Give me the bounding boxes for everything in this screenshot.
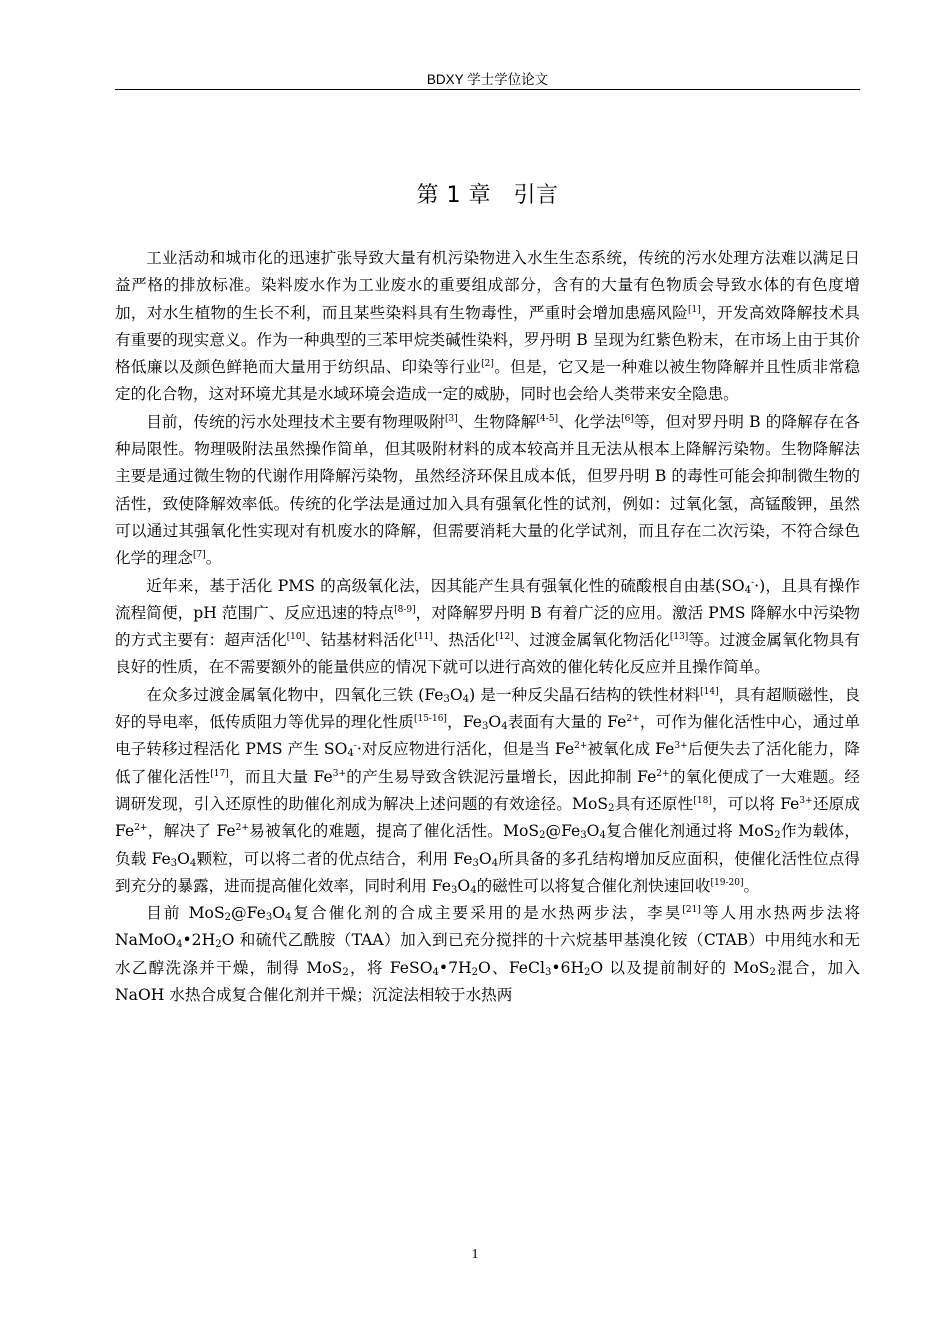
citation-superscript: 3+ (674, 741, 688, 752)
text-run: ，而且大量 Fe (228, 767, 333, 786)
text-run: ，对降解罗丹明 B 有着广泛的应用。激活 PMS 降解水中污染物的方式主要有：超声活化 (115, 603, 860, 650)
text-run: ·)，且具有操作流程简便，pH 范围广、反应迅速的特点 (115, 576, 860, 622)
chemical-subscript: 2 (224, 912, 232, 924)
text-run: ，可作为催化活性中心，通过单电子转移过程活化 PMS 产生 SO (115, 713, 860, 759)
chemical-subscript: 4 (744, 584, 752, 596)
text-run: 、钴基材料活化 (305, 631, 415, 650)
page-number: 1 (471, 1247, 479, 1262)
citation-superscript: [4-5] (536, 413, 559, 424)
chemical-subscript: 4 (501, 721, 508, 733)
chemical-subscript: 4 (462, 693, 470, 705)
citation-superscript: [18] (693, 795, 712, 806)
chemical-subscript: 2 (584, 966, 591, 978)
text-run: 复合催化剂通过将 MoS (605, 822, 775, 841)
text-run: •6H (551, 958, 585, 977)
citation-superscript: 2+ (134, 823, 148, 834)
text-run: ，Fe (446, 713, 483, 732)
text-run: 复合催化剂的合成主要采用的是水热两步法，李昊 (291, 904, 683, 923)
text-run: 作为载体，负载 Fe (115, 822, 860, 868)
text-run: •7H (438, 958, 472, 977)
citation-superscript: [13] (669, 632, 689, 643)
text-run: 混合，加入 NaOH 水热合成复合催化剂并干燥；沉淀法相较于水热两 (115, 958, 860, 1005)
chemical-subscript: 3 (544, 966, 552, 978)
text-run: 工业活动和城市化的迅速扩张导致大量有机污染物进入水生生态系统，传统的污水处理方法难以满足日益严格的排放标准。染料废水作为工业废水的重要组成部分，含有的大量有色物质会导致水体的有色度增加，对水生植物的生长不利，而且某些染料具有生物毒性，严重时会增加患癌风险 (115, 249, 860, 322)
text-run: O (457, 876, 471, 895)
text-run: O 和硫代乙酰胺（TAA）加入到已充分搅拌的十六烷基甲基溴化铵（CTAB）中用纯水和无水乙醇洗涤并干燥，制得 MoS (115, 931, 860, 977)
chemical-subscript: 3 (482, 721, 489, 733)
citation-superscript: 2+ (235, 823, 249, 834)
text-run: 。但是，它又是一种难以被生物降解并且性质非常稳定的化合物，这对环境尤其是水域环境会造成一定的威胁，同时也会给人类带来安全隐患。 (115, 358, 860, 404)
text-run: 颗粒，可以将二者的优点结合，利用 Fe (196, 849, 473, 868)
chemical-subscript: 2 (539, 830, 546, 842)
chemical-subscript: 4 (470, 884, 477, 896)
text-run: O、FeCl (477, 958, 545, 977)
chemical-subscript: 3 (265, 912, 273, 924)
citation-superscript: [1] (688, 304, 701, 315)
body-text (115, 245, 860, 1009)
text-run: O (449, 685, 463, 704)
text-run: O 以及提前制好的 MoS (590, 958, 770, 977)
citation-superscript: [3] (445, 413, 458, 424)
citation-superscript: 2+ (574, 741, 588, 752)
chemical-subscript: 2 (769, 966, 776, 978)
chemical-subscript: 2 (215, 939, 222, 951)
citation-superscript: - (353, 741, 357, 752)
text-run: 的产生易导致含铁泥污量增长，因此抑制 Fe (346, 767, 657, 786)
paragraph (115, 682, 860, 900)
chemical-subscript: 4 (491, 857, 499, 869)
text-run: 还原成 Fe (115, 794, 860, 841)
chemical-subscript: 3 (443, 693, 450, 705)
citation-superscript: [19-20] (710, 877, 744, 888)
running-header: BDXY 学士学位论文 (426, 72, 549, 87)
chemical-subscript: 3 (170, 857, 178, 869)
text-run: 目前，传统的污水处理技术主要有物理吸附 (146, 412, 446, 431)
text-run: 后便失去了活化能力，降低了催化活性 (115, 740, 860, 786)
citation-superscript: [12] (495, 632, 514, 643)
text-run: O (272, 904, 285, 923)
text-run: O (177, 849, 190, 868)
text-run: O (478, 849, 492, 868)
text-run: •2H (182, 931, 216, 950)
chemical-subscript: 4 (189, 857, 197, 869)
header-rule (115, 89, 860, 90)
text-run: O (488, 713, 502, 732)
text-run: 在众多过渡金属氧化物中，四氧化三铁 (Fe (146, 685, 444, 704)
citation-superscript: [2] (481, 359, 494, 370)
chemical-subscript: 4 (432, 966, 439, 978)
citation-superscript: [10] (286, 632, 306, 643)
text-run: 易被氧化的难题，提高了催化活性。MoS (248, 822, 540, 841)
text-run: 、化学法 (558, 412, 622, 431)
text-run: 被氧化成 Fe (587, 740, 675, 759)
text-run: ·对反应物进行活化，但是当 Fe (356, 740, 575, 759)
text-run: ，解决了 Fe (147, 822, 236, 841)
citation-superscript: 3+ (799, 795, 813, 806)
citation-superscript: 2+ (656, 768, 670, 779)
text-run: 、过渡金属氧化物活化 (513, 631, 670, 650)
text-run: 。 (205, 549, 222, 568)
text-run: 的磁性可以将复合催化剂快速回收 (476, 876, 711, 895)
citation-superscript: [11] (414, 632, 433, 643)
text-run: 的氧化便成了一大难题。经调研发现，引入还原性的助催化剂成为解决上述问题的有效途径。MoS (115, 767, 860, 813)
text-run: 、热活化 (432, 631, 496, 650)
citation-superscript: [21] (682, 905, 701, 916)
text-run: 近年来，基于活化 PMS 的高级氧化法，因其能产生具有强氧化性的硫酸根自由基(SO (146, 576, 745, 595)
text-run: 表面有大量的 Fe (507, 713, 627, 732)
chemical-subscript: 4 (176, 939, 183, 951)
chemical-subscript: 3 (580, 830, 587, 842)
text-run: 、生物降解 (457, 412, 537, 431)
text-run: 等人用水热两步法将 NaMoO (115, 904, 860, 950)
citation-superscript: [7] (192, 550, 206, 561)
paragraph (115, 245, 860, 409)
citation-superscript: [15-16] (413, 714, 447, 725)
chapter-title: 第 1 章 引言 (416, 183, 559, 208)
citation-superscript: [17] (210, 768, 229, 779)
chemical-subscript: 3 (472, 857, 479, 869)
text-run: 所具备的多孔结构增加反应面积，使催化活性位点得到充分的暴露，进而提高催化效率，同时利用 Fe (115, 849, 860, 895)
text-run: 。 (743, 876, 760, 895)
text-run: O (586, 822, 600, 841)
paragraph (115, 409, 860, 573)
text-run: 具有还原性 (614, 794, 694, 813)
chemical-subscript: 4 (347, 748, 354, 760)
chemical-subscript: 2 (608, 802, 615, 814)
paragraph (115, 900, 860, 1009)
text-run: @Fe (545, 822, 581, 841)
chemical-subscript: 2 (342, 966, 349, 978)
text-run: 等。过渡金属氧化物具有良好的性质，在不需要额外的能量供应的情况下就可以进行高效的催化转化反应并且操作简单。 (115, 631, 860, 677)
chemical-subscript: 3 (451, 884, 458, 896)
text-run: 目前 MoS (146, 904, 225, 923)
paragraph (115, 573, 860, 682)
text-run: @Fe (231, 904, 266, 923)
text-run: ，开发高效降解技术具有重要的现实意义。作为一种典型的三苯甲烷类碱性染料，罗丹明 B 呈现为红紫色粉末，在市场上由于其价格低廉以及颜色鲜艳而大量用于纺织品、印染等行业 (115, 303, 860, 377)
text-run: ，将 FeSO (348, 958, 433, 977)
citation-superscript: - (751, 577, 755, 588)
citation-superscript: [8-9] (394, 604, 416, 615)
text-run: ，可以将 Fe (711, 794, 800, 813)
text-run: ) 是一种反尖晶石结构的铁性材料 (469, 685, 701, 704)
chemical-subscript: 2 (774, 830, 781, 842)
chemical-subscript: 2 (471, 966, 478, 978)
text-run: 等，但对罗丹明 B 的降解存在各种局限性。物理吸附法虽然操作简单，但其吸附材料的成本较高并且无法从根本上降解污染物。生物降解法主要是通过微生物的代谢作用降解污染物，虽然经济环保且成本低，但罗丹明 B 的毒性可能会抑制微生物的活性，致使降解效率低。传统的化学法是通过加入具有强氧化性的试剂，例如：过氧化氢，高锰酸钾，虽然可以通过其强氧化性实现对有机废水的降解，但需要消耗大量的化学试剂，而且存在二次污染，不符合绿色化学的理念 (115, 412, 860, 568)
citation-superscript: [6] (621, 413, 634, 424)
citation-superscript: 2+ (626, 714, 640, 725)
citation-superscript: 3+ (332, 768, 346, 779)
citation-superscript: [14] (700, 686, 719, 697)
chemical-subscript: 4 (599, 830, 606, 842)
text-run: ，具有超顺磁性，良好的导电率，低传质阻力等优异的理化性质 (115, 685, 860, 732)
chemical-subscript: 4 (284, 912, 292, 924)
